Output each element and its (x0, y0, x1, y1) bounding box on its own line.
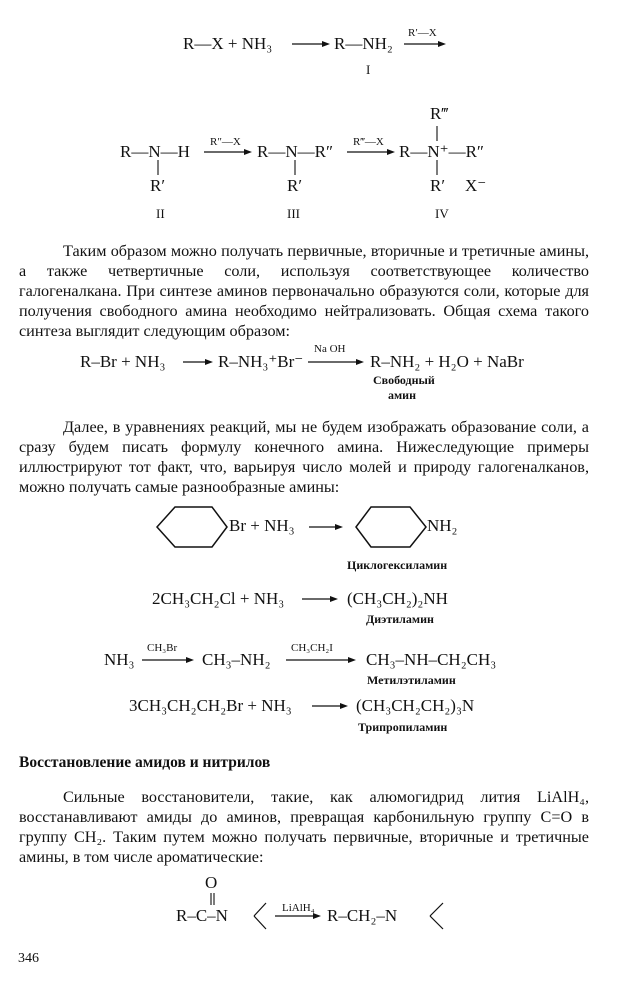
eq1-rhs: R—NH₂ (334, 34, 393, 53)
me-mid: CH₃–NH₂ (202, 650, 271, 669)
arrowhead-cyclo (335, 524, 343, 530)
m2-sub: R′ (150, 176, 166, 195)
me-reagent1: CH₃Br (147, 642, 178, 654)
n-bond-down-lhs (254, 916, 266, 929)
m4-label: IV (435, 206, 449, 221)
me-start: NH₃ (104, 650, 135, 669)
m4-formula: R—N⁺—R″ (399, 142, 485, 161)
tripropyl-lhs: 3CH₃CH₂CH₂Br + NH₃ (129, 696, 292, 715)
arrowhead-me-b (348, 657, 356, 663)
cyclo-rhs: NH₂ (427, 516, 458, 535)
n-bond-up-lhs (254, 903, 266, 916)
gen-lhs: R–Br + NH₃ (80, 352, 166, 371)
m3-sub: R′ (287, 176, 303, 195)
arrowhead-gen-a (205, 359, 213, 365)
n-bond-down-rhs (430, 916, 443, 929)
m3-label: III (287, 206, 300, 221)
tripropyl-rhs: (CH₃CH₂CH₂)₃N (356, 696, 475, 715)
arrowhead-me-a (186, 657, 194, 663)
n-bond-up-rhs (430, 903, 443, 916)
diethyl-lhs: 2CH₃CH₂Cl + NH₃ (152, 589, 285, 608)
arrowhead-eq1-a (322, 41, 330, 47)
amide-rhs: R–CH₂–N (327, 906, 398, 925)
diethyl-caption: Диэтиламин (366, 612, 434, 626)
section-heading: Восстановление амидов и нитрилов (19, 754, 271, 771)
cyclo-caption: Циклогексиламин (347, 558, 448, 572)
gen-mid: R–NH₃⁺Br⁻ (218, 352, 304, 371)
me-rhs: CH₃–NH–CH₂CH₃ (366, 650, 497, 669)
arrowhead-eq1-b (438, 41, 446, 47)
m4-top: R‴ (430, 104, 449, 123)
m4-anion: X⁻ (465, 176, 487, 195)
diethyl-rhs: (CH₃CH₂)₂NH (347, 589, 448, 608)
gen-rhs: R–NH₂ + H₂O + NaBr (370, 352, 524, 371)
arrowhead-gen-b (356, 359, 364, 365)
gen-reagent: Na OH (314, 343, 346, 355)
me-reagent2: CH₃CH₂I (291, 642, 333, 654)
cyclohexane-ring-lhs (157, 507, 227, 547)
gen-caption-1: Свободный (373, 373, 435, 387)
m4-sub: R′ (430, 176, 446, 195)
arrowhead-diethyl (330, 596, 338, 602)
page-number: 346 (18, 951, 39, 966)
eq1-reagent: R′—X (408, 27, 437, 39)
cyclo-lhs: Br + NH₃ (229, 516, 295, 535)
paragraph-1 (19, 241, 589, 341)
me-caption: Метилэтиламин (367, 673, 456, 687)
arrowhead-s2-a (244, 149, 252, 155)
amide-reagent: LiAlH₄ (282, 902, 315, 914)
s2-reagent2: R‴—X (353, 136, 384, 148)
amide-oxygen: O (205, 873, 218, 892)
s2-reagent1: R″—X (210, 136, 241, 148)
gen-caption-2: амин (388, 388, 417, 402)
eq1-label: I (366, 62, 371, 77)
paragraph-1-text: Таким образом можно получать первичные, вторичные и третичные амины, а также четвертичные соли, используя соответствующее количество галогеналкана. При синтезе аминов первоначально образуются соли, которые для получения свободного амина необходимо нейтрализовать. Общая схема такого синтеза выглядит следующим образом: (19, 242, 589, 340)
m2-formula: R—N—H (120, 142, 190, 161)
arrowhead-s2-b (387, 149, 395, 155)
m2-label: II (156, 206, 165, 221)
amide-lhs: R–C–N (176, 906, 228, 925)
arrowhead-tripropyl (340, 703, 348, 709)
m3-formula: R—N—R″ (257, 142, 334, 161)
tripropyl-caption: Трипропиламин (358, 720, 448, 734)
paragraph-2: Далее, в уравнениях реакций, мы не будем изображать образование соли, а сразу будем писать формулу конечного амина. Нижеследующие примеры иллюстрируют тот факт, что, варьируя число молей и природу галогеналканов, можно получать самые разнообразные амины: (19, 418, 589, 496)
paragraph-3: Сильные восстановители, такие, как алюмогидрид лития LiAlH₄, восстанавливают амиды до аминов, превращая карбонильную группу C=O в группу CH₂. Таким путем можно получать первичные, вторичные и третичные амины, в том числе ароматические: (19, 788, 589, 866)
cyclohexane-ring-rhs (356, 507, 426, 547)
eq1-lhs: R—X + NH₃ (183, 34, 273, 53)
